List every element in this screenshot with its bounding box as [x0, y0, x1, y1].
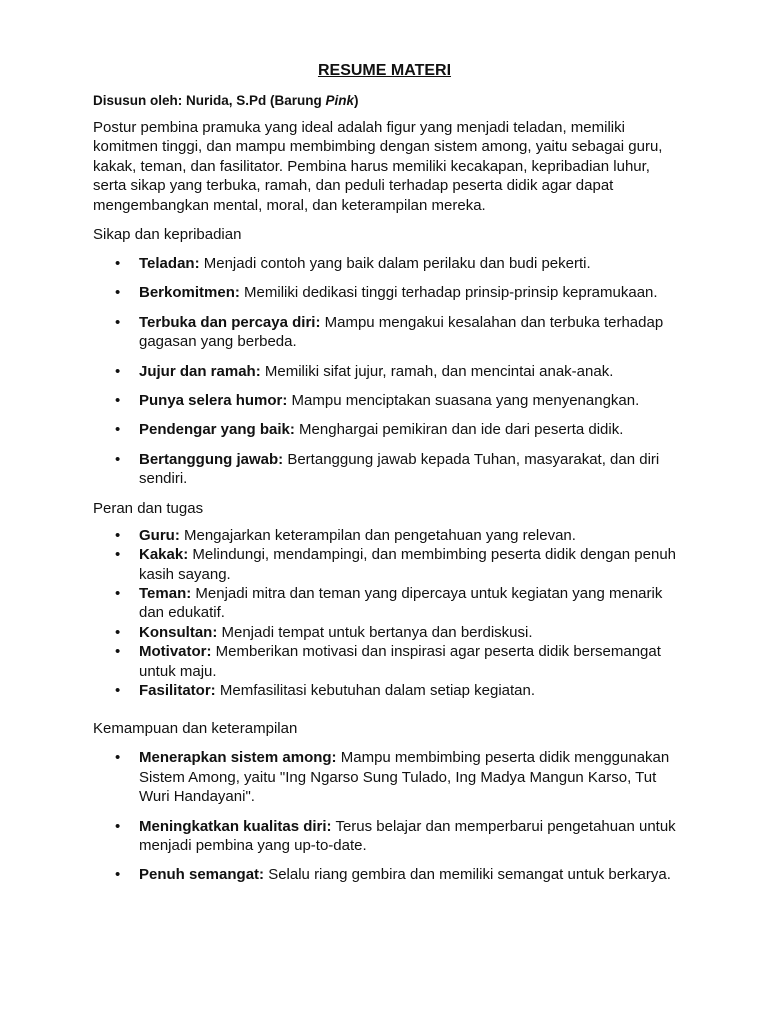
list-item-text: Menjadi tempat untuk bertanya dan berdiskusi. [217, 623, 533, 641]
section-heading-peran: Peran dan tugas [93, 499, 204, 517]
list-item-text: Menjadi contoh yang baik dalam perilaku dan budi pekerti. [199, 255, 591, 273]
bullet-icon: • [115, 681, 121, 699]
list-item [93, 865, 676, 884]
list-item-term: Motivator: [139, 643, 212, 661]
author-prefix: Disusun oleh: Nurida, S.Pd (Barung [93, 93, 326, 108]
bullet-icon: • [115, 866, 121, 884]
list-item-term: Berkomitmen: [139, 284, 240, 302]
list-item [93, 283, 676, 302]
bullet-icon: • [115, 392, 121, 410]
section-heading-kemampuan: Kemampuan dan keterampilan [93, 720, 298, 738]
list-item-text: Mampu menciptakan suasana yang menyenangkan. [287, 392, 640, 410]
list-item-text: Memiliki dedikasi tinggi terhadap prinsip-prinsip kepramukaan. [239, 284, 658, 302]
list-item [93, 584, 676, 623]
bullet-icon: • [115, 584, 121, 602]
list-item-term: Guru: [139, 526, 180, 544]
bullet-icon: • [115, 421, 121, 439]
list-item-term: Punya selera humor: [139, 392, 288, 410]
list-item [93, 313, 676, 352]
list-item [93, 526, 676, 545]
list-item-text: Menghargai pemikiran dan ide dari peserta didik. [294, 421, 624, 439]
bullet-icon: • [115, 643, 121, 661]
list-item-text: Bertanggung jawab kepada Tuhan, masyarakat, dan diri sendiri. [139, 450, 660, 488]
kemampuan-list [93, 748, 676, 884]
list-item [93, 681, 676, 700]
list-item [93, 748, 676, 806]
list-item-term: Fasilitator: [139, 681, 216, 699]
list-item [93, 545, 676, 584]
list-item-term: Konsultan: [139, 623, 218, 641]
author-italic: Pink [325, 93, 355, 108]
document-title: RESUME MATERI [317, 62, 452, 79]
list-item-term: Menerapkan sistem among: [139, 749, 337, 767]
list-item-text: Mampu mengakui kesalahan dan terbuka terhadap gagasan yang berbeda. [139, 313, 664, 351]
list-item [93, 817, 676, 856]
list-item-text: Memiliki sifat jujur, ramah, dan mencintai anak-anak. [260, 362, 614, 380]
list-item-term: Teman: [139, 584, 192, 602]
list-item [93, 420, 676, 439]
author-suffix: ) [354, 93, 359, 108]
bullet-icon: • [115, 450, 121, 468]
list-item-term: Jujur dan ramah: [139, 362, 261, 380]
list-item [93, 642, 676, 681]
list-item-term: Bertanggung jawab: [139, 450, 284, 468]
sikap-list [93, 254, 676, 489]
author-line [93, 92, 676, 110]
bullet-icon: • [115, 749, 121, 767]
list-item [93, 450, 676, 489]
list-item-text: Memberikan motivasi dan inspirasi agar peserta didik bersemangat untuk maju. [139, 643, 661, 680]
list-item-term: Penuh semangat: [139, 866, 265, 884]
list-item-text: Memfasilitasi kebutuhan dalam setiap kegiatan. [215, 681, 536, 699]
list-item [93, 254, 676, 273]
list-item-term: Teladan: [139, 255, 200, 273]
list-item-term: Terbuka dan percaya diri: [139, 313, 321, 331]
list-item-text: Selalu riang gembira dan memiliki semangat untuk berkarya. [264, 866, 671, 884]
peran-list [93, 526, 676, 701]
bullet-icon: • [115, 546, 121, 564]
list-item-text: Menjadi mitra dan teman yang dipercaya untuk kegiatan yang menarik dan edukatif. [139, 584, 663, 622]
list-item-text: Mampu membimbing peserta didik menggunakan Sistem Among, yaitu "Ing Ngarso Sung Tulado, Ing Madya Mangun Karso, Tut Wuri Handayani". [139, 749, 670, 806]
list-item-text: Terus belajar dan memperbarui pengetahuan untuk menjadi pembina yang up-to-date. [139, 817, 676, 854]
list-item [93, 362, 676, 381]
bullet-icon: • [115, 817, 121, 835]
bullet-icon: • [115, 284, 121, 302]
section-heading-sikap: Sikap dan kepribadian [93, 226, 242, 244]
bullet-icon: • [115, 255, 121, 273]
bullet-icon: • [115, 362, 121, 380]
list-item [93, 391, 676, 410]
list-item-term: Pendengar yang baik: [139, 421, 295, 439]
list-item-text: Mengajarkan keterampilan dan pengetahuan yang relevan. [179, 526, 576, 544]
list-item [93, 623, 676, 642]
list-item-term: Meningkatkan kualitas diri: [139, 817, 332, 835]
bullet-icon: • [115, 526, 121, 544]
intro-paragraph: Postur pembina pramuka yang ideal adalah figur yang menjadi teladan, memiliki komitmen tinggi, dan mampu membimbing dengan sistem among, yaitu sebagai guru, kakak, teman, dan fasilitator. Pembina harus memiliki kecakapan, kepribadian luhur, serta sikap yang terbuka, ramah, dan peduli terhadap peserta didik agar dapat mengembangkan mental, moral, dan keterampilan mereka. [93, 119, 663, 214]
list-item-term: Kakak: [139, 546, 189, 564]
list-item-text: Melindungi, mendampingi, dan membimbing peserta didik dengan penuh kasih sayang. [139, 546, 677, 583]
bullet-icon: • [115, 313, 121, 331]
bullet-icon: • [115, 623, 121, 641]
